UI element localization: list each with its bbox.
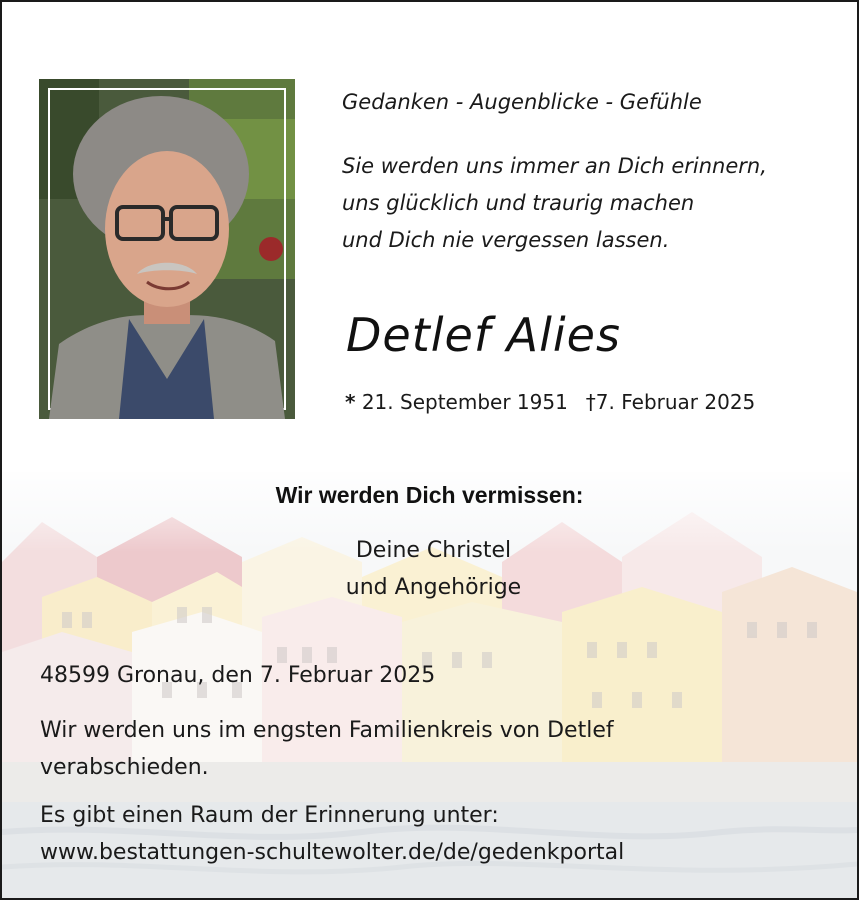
birth-star-icon: * xyxy=(345,390,356,414)
family-line: und Angehörige xyxy=(345,575,522,600)
memory-link[interactable]: www.bestattungen-schultewolter.de/de/gedenkportal xyxy=(40,840,625,865)
life-dates xyxy=(345,390,755,414)
motto-line: Gedanken - Augenblicke - Gefühle xyxy=(342,90,702,114)
portrait-photo xyxy=(39,79,295,419)
farewell-line: Wir werden uns im engsten Familienkreis von Detlef xyxy=(40,718,614,743)
verse-line: uns glücklich und traurig machen xyxy=(342,191,695,215)
family-line: Deine Christel xyxy=(355,538,512,563)
memory-line: Es gibt einen Raum der Erinnerung unter: xyxy=(40,803,499,828)
birth-date: 21. September 1951 xyxy=(361,390,568,414)
verse-line: und Dich nie vergessen lassen. xyxy=(342,228,670,252)
deceased-name: Detlef Alies xyxy=(346,308,621,362)
place-and-date: 48599 Gronau, den 7. Februar 2025 xyxy=(40,663,436,688)
missing-heading: Wir werden Dich vermissen: xyxy=(275,482,584,508)
death-date: 7. Februar 2025 xyxy=(595,390,756,414)
memorial-verse xyxy=(342,148,842,259)
death-cross-icon: † xyxy=(585,390,596,414)
family-signature xyxy=(2,532,859,606)
farewell-line: verabschieden. xyxy=(40,755,209,780)
farewell-notice xyxy=(40,712,840,786)
verse-line: Sie werden uns immer an Dich erinnern, xyxy=(342,154,767,178)
memory-portal xyxy=(40,797,840,871)
